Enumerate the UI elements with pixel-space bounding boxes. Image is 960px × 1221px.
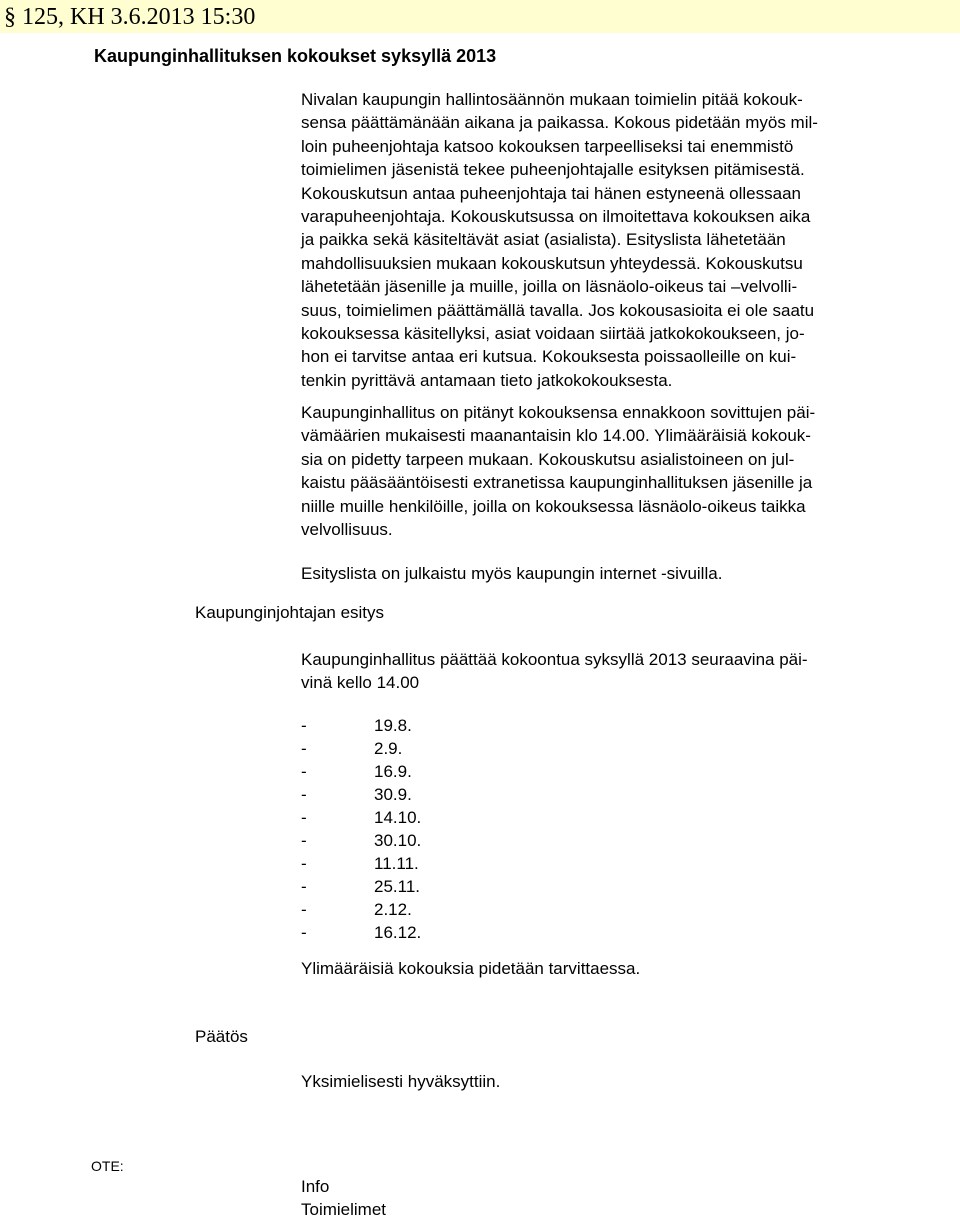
list-dash: -: [301, 923, 307, 942]
meeting-date-list: [301, 714, 421, 944]
list-item: [301, 737, 421, 760]
list-item: [301, 806, 421, 829]
list-dash: -: [301, 877, 307, 896]
list-dash: -: [301, 900, 307, 919]
list-item: [301, 829, 421, 852]
ote-label: OTE:: [91, 1158, 124, 1174]
list-item: [301, 921, 421, 944]
proposal-label: Kaupunginjohtajan esitys: [195, 603, 385, 622]
list-dash: -: [301, 854, 307, 873]
meeting-date: 14.10.: [374, 808, 422, 827]
paragraph-extra-meetings: Ylimääräisiä kokouksia pidetään tarvittaessa.: [301, 959, 641, 978]
list-item: [301, 783, 421, 806]
paragraph-internet-publication: Esityslista on julkaistu myös kaupungin internet -sivuilla.: [301, 564, 723, 583]
section-header: § 125, KH 3.6.2013 15:30: [4, 4, 256, 30]
paragraph-decision: Yksimielisesti hyväksyttiin.: [301, 1072, 501, 1091]
paragraph-meeting-rules: Nivalan kaupungin hallintosäännön mukaan toimielin pitää kokouk- sensa päättämänään aikana ja paikassa. Kokous pidetään myös mil- loin puheenjohtaja katsoo kokouksen tarpeelliseksi tai enemmistö toimielimen jäsenistä tekee puheenjohtajalle esityksen pitämisestä. Kokouskutsun antaa puheenjohtaja tai hänen estyneenä ollessaan varapuheenjohtaja. Kokouskutsussa on ilmoitettava kokouksen aika ja paikka sekä käsiteltävät asiat (asialista). Esityslista lähetetään mahdollisuuksien mukaan kokouskutsun yhteydessä. Kokouskutsu lähetetään jäsenille ja muille, joilla on läsnäolo-oikeus tai –velvolli- suus, toimielimen päättämällä tavalla. Jos kokousasioita ei ole saatu kokouksessa käsitellyksi, asiat voidaan siirtää jatkokokoukseen, jo- hon ei tarvitse antaa eri kutsua. Kokouksesta poissaolleille on kui- tenkin pyrittävä antamaan tieto jatkokokouksesta.: [301, 90, 818, 390]
paragraph-meeting-practice: Kaupunginhallitus on pitänyt kokouksensa ennakkoon sovittujen päi- vämäärien mukaisesti maanantaisin klo 14.00. Ylimääräisiä kokouk- sia on pidetty tarpeen mukaan. Kokouskutsu asialistoineen on jul- kaistu pääsääntöisesti extranetissa kaupunginhallituksen jäsenille ja niille muille henkilöille, joilla on kokouksessa läsnäolo-oikeus taikka velvollisuus.: [301, 403, 816, 540]
list-item: [301, 852, 421, 875]
meeting-date: 25.11.: [374, 877, 421, 896]
list-dash: -: [301, 808, 307, 827]
meeting-date: 19.8.: [374, 716, 412, 735]
list-item: Info: [301, 1177, 330, 1196]
list-dash: -: [301, 831, 307, 850]
list-dash: -: [301, 739, 307, 758]
document-title: Kaupunginhallituksen kokoukset syksyllä 2013: [94, 46, 497, 66]
meeting-date: 2.9.: [374, 739, 403, 758]
list-item: [301, 714, 421, 737]
list-item: [301, 875, 421, 898]
list-item: [301, 760, 421, 783]
list-dash: -: [301, 716, 307, 735]
list-dash: -: [301, 785, 307, 804]
list-item: Toimielimet: [301, 1200, 387, 1219]
meeting-date: 30.9.: [374, 785, 412, 804]
decision-label: Päätös: [195, 1027, 248, 1046]
meeting-date: 11.11.: [374, 854, 419, 873]
list-item: [301, 898, 421, 921]
meeting-date: 30.10.: [374, 831, 422, 850]
meeting-date: 16.12.: [374, 923, 422, 942]
meeting-date: 16.9.: [374, 762, 412, 781]
paragraph-decision-proposal: Kaupunginhallitus päättää kokoontua syksyllä 2013 seuraavina päi- vinä kello 14.00: [301, 650, 808, 693]
header-bar: [0, 0, 960, 33]
meeting-date: 2.12.: [374, 900, 412, 919]
ote-recipient-list: [301, 1175, 386, 1221]
list-dash: -: [301, 762, 307, 781]
